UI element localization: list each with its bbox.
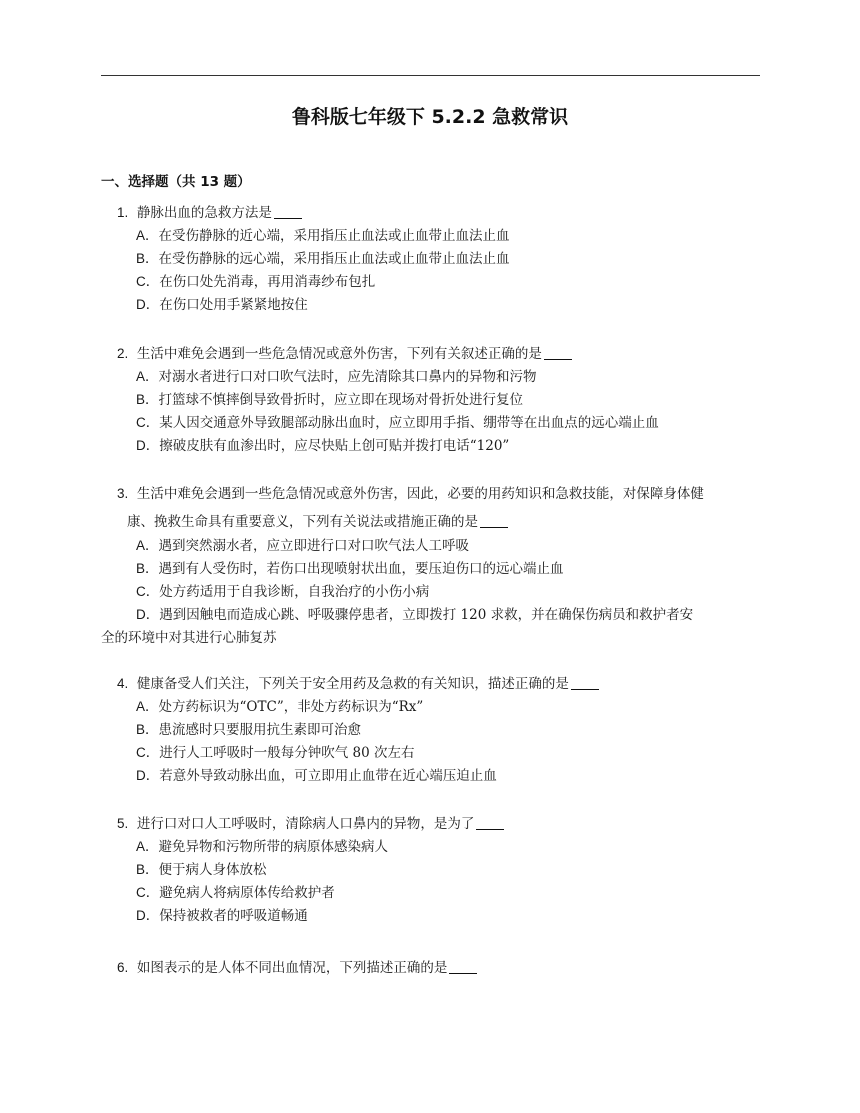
option-d-continuation: 全的环境中对其进行心肺复苏: [101, 630, 277, 646]
answer-blank[interactable]: [449, 959, 477, 974]
question-stem: [117, 672, 599, 692]
question-text-line2: 康、挽救生命具有重要意义，下列有关说法或措施正确的是: [127, 510, 508, 530]
option-b[interactable]: B．在受伤静脉的远心端，采用指压止血法或止血带止血法止血: [136, 251, 510, 267]
option-b[interactable]: B．便于病人身体放松: [136, 862, 267, 878]
question-stem: [117, 201, 302, 221]
question-text: 进行口对口人工呼吸时，清除病人口鼻内的异物，是为了: [136, 816, 475, 832]
question-number: 5.: [117, 816, 129, 831]
question-number: 1.: [117, 205, 129, 220]
answer-blank[interactable]: [476, 815, 504, 830]
question-stem: [117, 812, 504, 832]
answer-blank[interactable]: [544, 345, 572, 360]
option-d[interactable]: D．遇到因触电而造成心跳、呼吸骤停患者，立即拨打 120 求救，并在确保伤病员和救护者安: [136, 607, 694, 623]
option-a[interactable]: A．处方药标识为“OTC”，非处方药标识为“Rx”: [136, 699, 424, 715]
option-b[interactable]: B．打篮球不慎摔倒导致骨折时，应立即在现场对骨折处进行复位: [136, 392, 524, 408]
option-c[interactable]: C．在伤口处先消毒，再用消毒纱布包扎: [136, 274, 376, 290]
header-rule: [101, 75, 760, 76]
option-a[interactable]: A．遇到突然溺水者，应立即进行口对口吹气法人工呼吸: [136, 538, 470, 554]
option-c[interactable]: C．避免病人将病原体传给救护者: [136, 885, 335, 901]
question-number: 6.: [117, 960, 129, 975]
answer-blank[interactable]: [480, 513, 508, 528]
question-text-line1: 生活中难免会遇到一些危急情况或意外伤害，因此，必要的用药知识和急救技能，对保障身体健: [136, 486, 704, 502]
question-text: 生活中难免会遇到一些危急情况或意外伤害，下列有关叙述正确的是: [136, 346, 542, 362]
question-text: 静脉出血的急救方法是: [136, 205, 272, 221]
answer-blank[interactable]: [571, 675, 599, 690]
question-text: 健康备受人们关注，下列关于安全用药及急救的有关知识，描述正确的是: [136, 676, 569, 692]
option-c[interactable]: C．进行人工呼吸时一般每分钟吹气 80 次左右: [136, 745, 415, 761]
question-text: 如图表示的是人体不同出血情况，下列描述正确的是: [136, 960, 448, 976]
question-number: 2.: [117, 346, 129, 361]
answer-blank[interactable]: [274, 204, 302, 219]
option-d[interactable]: D．擦破皮肤有血渗出时，应尽快贴上创可贴并拨打电话“120”: [136, 438, 510, 454]
option-d[interactable]: D．在伤口处用手紧紧地按住: [136, 297, 308, 313]
option-a[interactable]: A．对溺水者进行口对口吹气法时，应先清除其口鼻内的异物和污物: [136, 369, 537, 385]
option-b[interactable]: B．患流感时只要服用抗生素即可治愈: [136, 722, 362, 738]
question-stem: [117, 342, 572, 362]
option-d[interactable]: D．保持被救者的呼吸道畅通: [136, 908, 308, 924]
question-number: 4.: [117, 676, 129, 691]
option-c[interactable]: C．处方药适用于自我诊断，自我治疗的小伤小病: [136, 584, 430, 600]
option-a[interactable]: A．在受伤静脉的近心端，采用指压止血法或止血带止血法止血: [136, 228, 510, 244]
question-number: 3.: [117, 486, 129, 501]
question-stem: [117, 482, 704, 502]
option-c[interactable]: C．某人因交通意外导致腿部动脉出血时，应立即用手指、绷带等在出血点的远心端止血: [136, 415, 659, 431]
option-b[interactable]: B．遇到有人受伤时，若伤口出现喷射状出血，要压迫伤口的远心端止血: [136, 561, 564, 577]
question-stem: [117, 956, 477, 976]
section-heading: 一、选择题（共 13 题）: [101, 174, 251, 190]
option-d[interactable]: D．若意外导致动脉出血，可立即用止血带在近心端压迫止血: [136, 768, 497, 784]
option-a[interactable]: A．避免异物和污物所带的病原体感染病人: [136, 839, 389, 855]
document-title: 鲁科版七年级下 5.2.2 急救常识: [291, 106, 569, 128]
